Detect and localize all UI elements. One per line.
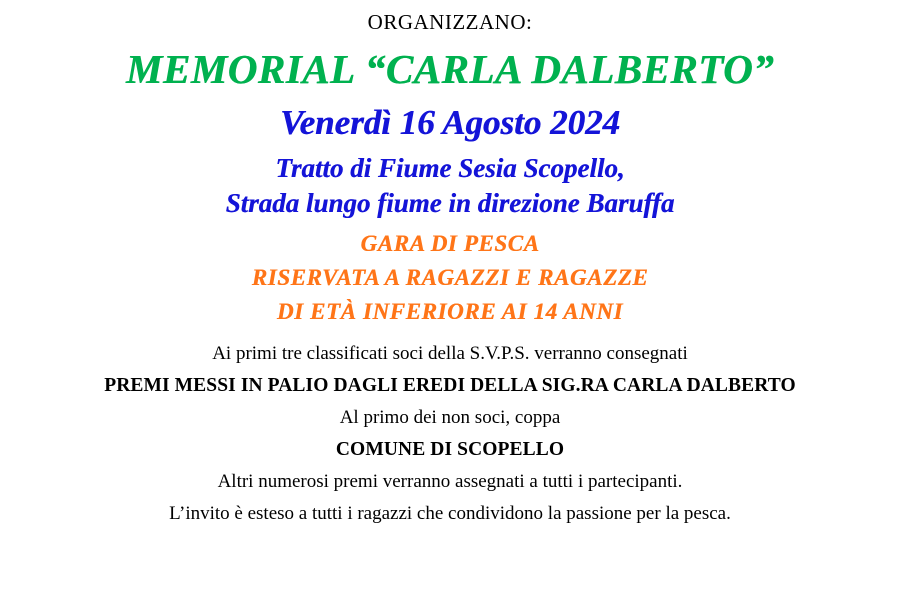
prize-note-comune: COMUNE DI SCOPELLO <box>335 439 565 460</box>
event-type-line-2: RISERVATA A RAGAZZI E RAGAZZE <box>251 265 649 290</box>
event-date: Venerdì 16 Agosto 2024 <box>280 103 620 142</box>
prize-note-all: Altri numerosi premi verranno assegnati a tutti i partecipanti. <box>217 471 683 492</box>
invitation-note: L’invito è esteso a tutti i ragazzi che condividono la passione per la pesca. <box>169 503 731 524</box>
event-type-line-1: GARA DI PESCA <box>360 231 540 256</box>
prize-note-nonmembers: Al primo dei non soci, coppa <box>339 407 561 428</box>
poster-title: MEMORIAL “CARLA DALBERTO” <box>125 46 775 92</box>
prize-note-heirs: PREMI MESSI IN PALIO DAGLI EREDI DELLA SIG.RA CARLA DALBERTO <box>104 375 796 396</box>
organizers-label: ORGANIZZANO: <box>367 10 533 34</box>
prize-note-members: Ai primi tre classificati soci della S.V.P.S. verranno consegnati <box>212 343 688 364</box>
event-location-line-2: Strada lungo fiume in direzione Baruffa <box>225 188 675 218</box>
event-type-line-3: DI ETÀ INFERIORE AI 14 ANNI <box>276 299 624 324</box>
event-location-line-1: Tratto di Fiume Sesia Scopello, <box>275 153 625 183</box>
